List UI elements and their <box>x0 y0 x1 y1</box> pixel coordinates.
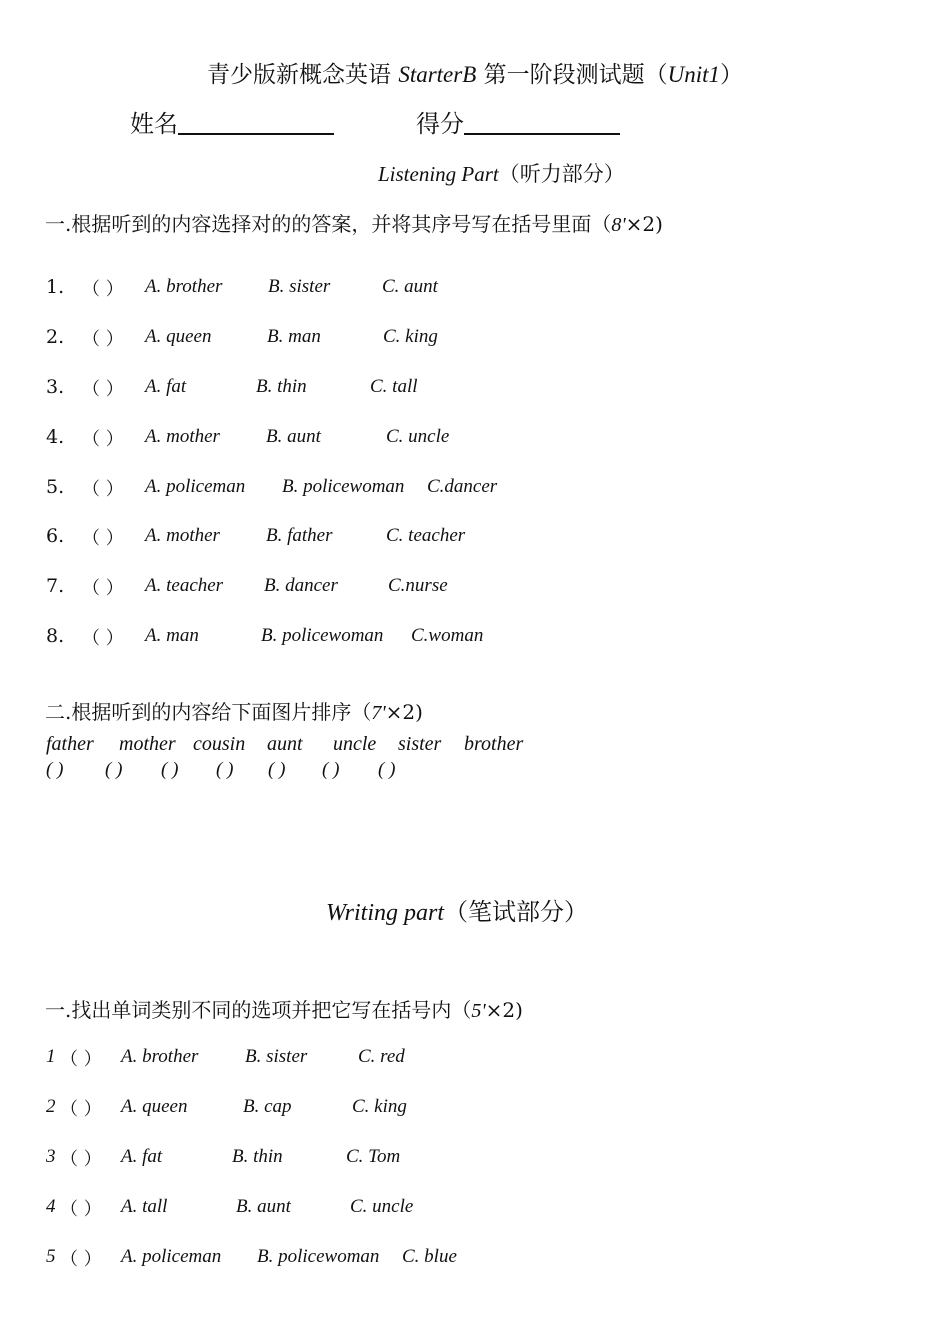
ordering-word: mother <box>119 733 176 755</box>
question-number: 1 <box>46 1046 56 1067</box>
answer-blank[interactable]: （ ） <box>82 628 124 649</box>
score-label: 得分 <box>416 110 464 138</box>
option-b: B. policewoman <box>261 625 384 646</box>
answer-blank[interactable]: （ ） <box>60 1199 102 1220</box>
page-title: 青少版新概念英语 StarterB 第一阶段测试题（Unit1） <box>207 62 743 88</box>
ordering-blank[interactable]: ( ) <box>378 759 396 780</box>
ordering-word: brother <box>464 733 524 755</box>
option-b: B. man <box>267 326 321 347</box>
option-b: B. sister <box>245 1046 308 1067</box>
option-c: C. king <box>383 326 438 347</box>
question-number: 6. <box>46 525 65 547</box>
option-c: C. uncle <box>386 426 450 447</box>
option-a: A. policeman <box>121 1246 222 1267</box>
option-c: C. tall <box>370 376 418 397</box>
course-name: StarterB <box>398 62 477 87</box>
option-c: C.dancer <box>427 476 498 497</box>
question-number: 2. <box>46 326 65 348</box>
option-c: C. aunt <box>382 276 438 297</box>
answer-blank[interactable]: （ ） <box>82 429 124 450</box>
option-a: A. mother <box>145 426 220 447</box>
answer-blank[interactable]: （ ） <box>60 1049 102 1070</box>
answer-blank[interactable]: （ ） <box>82 479 124 500</box>
question-number: 4. <box>46 426 65 448</box>
writing-heading: Writing part（笔试部分） <box>326 898 589 926</box>
ordering-word: sister <box>398 733 442 755</box>
option-b: B. thin <box>232 1146 283 1167</box>
option-c: C. teacher <box>386 525 466 546</box>
option-a: A. man <box>145 625 199 646</box>
option-a: A. brother <box>121 1046 199 1067</box>
question-number: 8. <box>46 625 65 647</box>
option-c: C. king <box>352 1096 407 1117</box>
question-number: 3. <box>46 376 65 398</box>
question-number: 5. <box>46 476 65 498</box>
option-b: B. sister <box>268 276 331 297</box>
option-c: C. blue <box>402 1246 457 1267</box>
name-blank[interactable] <box>178 107 334 135</box>
option-b: B. policewoman <box>257 1246 380 1267</box>
name-label: 姓名 <box>130 110 178 138</box>
score-field[interactable] <box>416 104 620 139</box>
score-blank[interactable] <box>464 107 620 135</box>
ordering-blank[interactable]: ( ) <box>322 759 340 780</box>
answer-blank[interactable]: （ ） <box>60 1149 102 1170</box>
question-number: 7. <box>46 575 65 597</box>
ordering-blank[interactable]: ( ) <box>105 759 123 780</box>
option-b: B. father <box>266 525 333 546</box>
answer-blank[interactable]: （ ） <box>82 329 124 350</box>
answer-blank[interactable]: （ ） <box>82 578 124 599</box>
ordering-blank[interactable]: ( ) <box>46 759 64 780</box>
answer-blank[interactable]: （ ） <box>60 1249 102 1270</box>
question-number: 4 <box>46 1196 56 1217</box>
question-number: 1. <box>46 276 65 298</box>
question-number: 5 <box>46 1246 56 1267</box>
option-a: A. teacher <box>145 575 224 596</box>
ordering-blank[interactable]: ( ) <box>216 759 234 780</box>
option-c: C.nurse <box>388 575 448 596</box>
ordering-blank[interactable]: ( ) <box>161 759 179 780</box>
name-field[interactable] <box>130 104 334 139</box>
option-b: B. aunt <box>236 1196 291 1217</box>
option-a: A. queen <box>121 1096 188 1117</box>
option-a: A. brother <box>145 276 223 297</box>
answer-blank[interactable]: （ ） <box>82 528 124 549</box>
option-b: B. cap <box>243 1096 292 1117</box>
ordering-word: cousin <box>193 733 246 755</box>
option-c: C.woman <box>411 625 484 646</box>
option-b: B. aunt <box>266 426 321 447</box>
option-c: C. Tom <box>346 1146 401 1167</box>
option-c: C. red <box>358 1046 405 1067</box>
ordering-word: aunt <box>267 733 303 755</box>
writing-part1-instruction: 一.找出单词类别不同的选项并把它写在括号内（5'×2) <box>45 998 523 1022</box>
listening-part1-instruction: 一.根据听到的内容选择对的的答案，并将其序号写在括号里面（8'×2) <box>45 212 663 236</box>
answer-blank[interactable]: （ ） <box>82 379 124 400</box>
listening-heading: Listening Part（听力部分） <box>378 162 625 186</box>
question-number: 3 <box>46 1146 56 1167</box>
option-a: A. queen <box>145 326 212 347</box>
option-b: B. policewoman <box>282 476 405 497</box>
option-a: A. fat <box>121 1146 163 1167</box>
listening-part2-instruction: 二.根据听到的内容给下面图片排序（7'×2) <box>45 700 423 724</box>
question-number: 2 <box>46 1096 56 1117</box>
option-a: A. tall <box>121 1196 168 1217</box>
option-c: C. uncle <box>350 1196 414 1217</box>
ordering-word: uncle <box>333 733 377 755</box>
option-b: B. thin <box>256 376 307 397</box>
option-a: A. mother <box>145 525 220 546</box>
option-a: A. fat <box>145 376 187 397</box>
answer-blank[interactable]: （ ） <box>82 279 124 300</box>
answer-blank[interactable]: （ ） <box>60 1099 102 1120</box>
ordering-word: father <box>46 733 94 755</box>
ordering-blank[interactable]: ( ) <box>268 759 286 780</box>
option-a: A. policeman <box>145 476 246 497</box>
option-b: B. dancer <box>264 575 338 596</box>
unit-name: Unit1 <box>667 62 720 87</box>
